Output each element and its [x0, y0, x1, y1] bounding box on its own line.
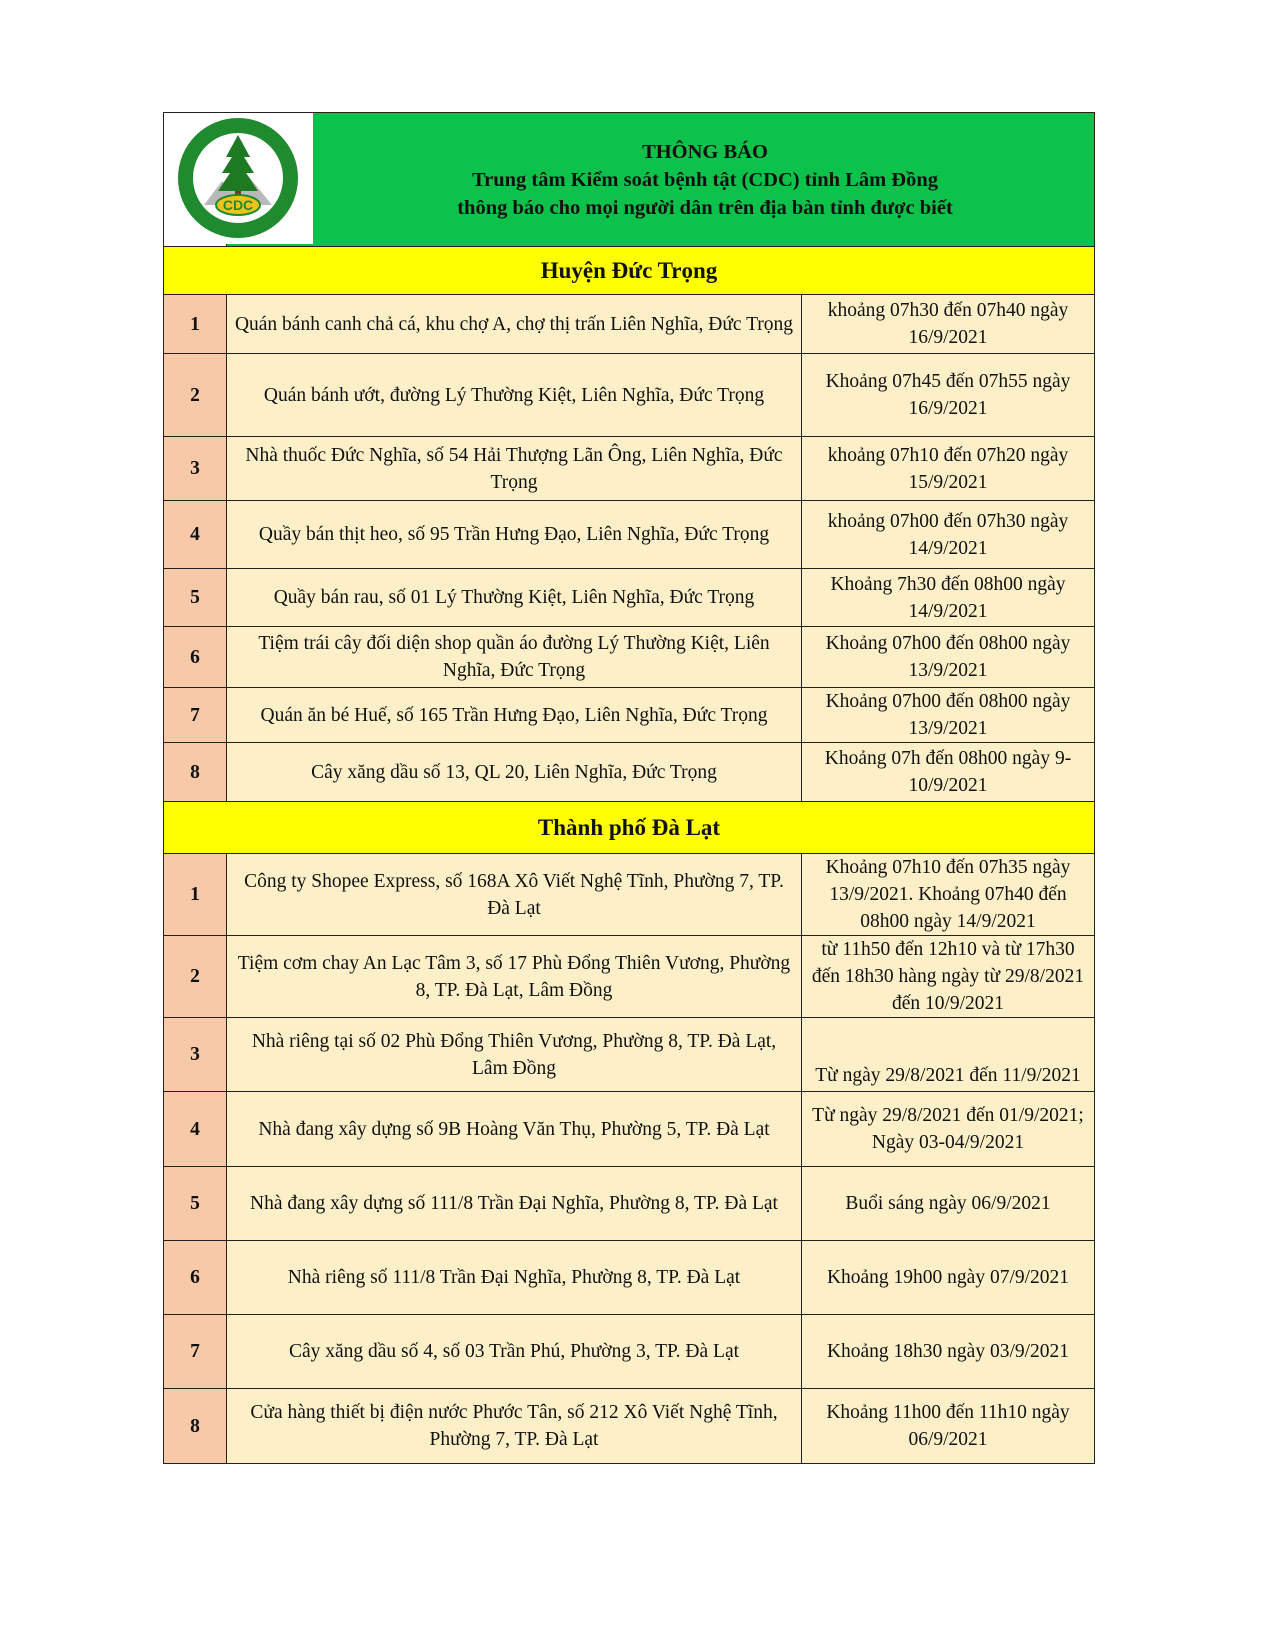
table-row — [164, 501, 1095, 569]
table-row — [164, 1092, 1095, 1167]
table-row — [164, 1167, 1095, 1241]
location-cell: Nhà riêng số 111/8 Trần Đại Nghĩa, Phường 8, TP. Đà Lạt — [227, 1241, 802, 1315]
time-cell: Khoảng 19h00 ngày 07/9/2021 — [802, 1241, 1095, 1315]
location-cell: Công ty Shopee Express, số 168A Xô Viết Nghệ Tĩnh, Phường 7, TP. Đà Lạt — [227, 854, 802, 936]
location-cell: Nhà đang xây dựng số 111/8 Trần Đại Nghĩa, Phường 8, TP. Đà Lạt — [227, 1167, 802, 1241]
row-number: 8 — [164, 743, 227, 802]
time-cell: Buổi sáng ngày 06/9/2021 — [802, 1167, 1095, 1241]
row-number: 2 — [164, 936, 227, 1018]
location-cell: Quán ăn bé Huế, số 165 Trần Hưng Đạo, Liên Nghĩa, Đức Trọng — [227, 688, 802, 743]
table-row — [164, 688, 1095, 743]
cdc-lam-dong-seal-icon — [164, 113, 313, 244]
table-row — [164, 569, 1095, 627]
location-cell: Nhà đang xây dựng số 9B Hoàng Văn Thụ, Phường 5, TP. Đà Lạt — [227, 1092, 802, 1167]
time-cell: Khoảng 07h đến 08h00 ngày 9-10/9/2021 — [802, 743, 1095, 802]
time-cell: Khoảng 07h45 đến 07h55 ngày 16/9/2021 — [802, 354, 1095, 437]
location-cell: Quầy bán thịt heo, số 95 Trần Hưng Đạo, Liên Nghĩa, Đức Trọng — [227, 501, 802, 569]
table-row — [164, 295, 1095, 354]
time-cell: Khoảng 07h00 đến 08h00 ngày 13/9/2021 — [802, 688, 1095, 743]
time-cell: khoảng 07h00 đến 07h30 ngày 14/9/2021 — [802, 501, 1095, 569]
row-number: 4 — [164, 501, 227, 569]
row-number: 2 — [164, 354, 227, 437]
location-cell: Quán bánh ướt, đường Lý Thường Kiệt, Liên Nghĩa, Đức Trọng — [227, 354, 802, 437]
time-cell: khoảng 07h10 đến 07h20 ngày 15/9/2021 — [802, 437, 1095, 501]
table-row — [164, 437, 1095, 501]
title-line-1: THÔNG BÁO — [642, 140, 768, 163]
row-number: 3 — [164, 1018, 227, 1092]
table-row — [164, 1315, 1095, 1389]
notice-title — [227, 113, 1095, 247]
table-row — [164, 743, 1095, 802]
location-cell: Quán bánh canh chả cá, khu chợ A, chợ thị trấn Liên Nghĩa, Đức Trọng — [227, 295, 802, 354]
row-number: 5 — [164, 1167, 227, 1241]
time-cell: Khoảng 07h10 đến 07h35 ngày 13/9/2021. Khoảng 07h40 đến 08h00 ngày 14/9/2021 — [802, 854, 1095, 936]
row-number: 3 — [164, 437, 227, 501]
time-cell: từ 11h50 đến 12h10 và từ 17h30 đến 18h30 hàng ngày từ 29/8/2021 đến 10/9/2021 — [802, 936, 1095, 1018]
row-number: 7 — [164, 688, 227, 743]
time-cell: Khoảng 7h30 đến 08h00 ngày 14/9/2021 — [802, 569, 1095, 627]
time-cell: Khoảng 07h00 đến 08h00 ngày 13/9/2021 — [802, 627, 1095, 688]
row-number: 1 — [164, 854, 227, 936]
table-row — [164, 1018, 1095, 1092]
time-cell: Từ ngày 29/8/2021 đến 11/9/2021 — [802, 1018, 1095, 1092]
row-number: 7 — [164, 1315, 227, 1389]
title-line-2: Trung tâm Kiểm soát bệnh tật (CDC) tỉnh Lâm Đồng — [471, 168, 938, 191]
row-number: 8 — [164, 1389, 227, 1464]
location-cell: Tiệm cơm chay An Lạc Tâm 3, số 17 Phù Đổng Thiên Vương, Phường 8, TP. Đà Lạt, Lâm Đồng — [227, 936, 802, 1018]
time-cell: Khoảng 11h00 đến 11h10 ngày 06/9/2021 — [802, 1389, 1095, 1464]
location-cell: Nhà thuốc Đức Nghĩa, số 54 Hải Thượng Lãn Ông, Liên Nghĩa, Đức Trọng — [227, 437, 802, 501]
table-row — [164, 1241, 1095, 1315]
row-number: 6 — [164, 1241, 227, 1315]
time-cell: Khoảng 18h30 ngày 03/9/2021 — [802, 1315, 1095, 1389]
title-line-3: thông báo cho mọi người dân trên địa bàn tỉnh được biết — [457, 196, 953, 219]
table-row — [164, 1389, 1095, 1464]
time-cell: Từ ngày 29/8/2021 đến 01/9/2021; Ngày 03-04/9/2021 — [802, 1092, 1095, 1167]
location-cell: Cây xăng dầu số 4, số 03 Trần Phú, Phường 3, TP. Đà Lạt — [227, 1315, 802, 1389]
location-cell: Cây xăng dầu số 13, QL 20, Liên Nghĩa, Đức Trọng — [227, 743, 802, 802]
district-header-row — [164, 802, 1095, 854]
table-row — [164, 854, 1095, 936]
row-number: 6 — [164, 627, 227, 688]
row-number: 4 — [164, 1092, 227, 1167]
location-cell: Tiệm trái cây đối diện shop quần áo đường Lý Thường Kiệt, Liên Nghĩa, Đức Trọng — [227, 627, 802, 688]
svg-text:CDC: CDC — [222, 197, 254, 213]
row-number: 1 — [164, 295, 227, 354]
notice-table — [163, 112, 1095, 1464]
location-cell: Quầy bán rau, số 01 Lý Thường Kiệt, Liên Nghĩa, Đức Trọng — [227, 569, 802, 627]
row-number: 5 — [164, 569, 227, 627]
table-row — [164, 627, 1095, 688]
cdc-logo — [164, 113, 313, 244]
location-cell: Nhà riêng tại số 02 Phù Đổng Thiên Vương, Phường 8, TP. Đà Lạt, Lâm Đồng — [227, 1018, 802, 1092]
district-header-row — [164, 247, 1095, 295]
table-row — [164, 936, 1095, 1018]
table-row — [164, 354, 1095, 437]
time-cell: khoảng 07h30 đến 07h40 ngày 16/9/2021 — [802, 295, 1095, 354]
district-title: Huyện Đức Trọng — [164, 247, 1095, 295]
district-title: Thành phố Đà Lạt — [164, 802, 1095, 854]
location-cell: Cửa hàng thiết bị điện nước Phước Tân, số 212 Xô Viết Nghệ Tĩnh, Phường 7, TP. Đà Lạt — [227, 1389, 802, 1464]
